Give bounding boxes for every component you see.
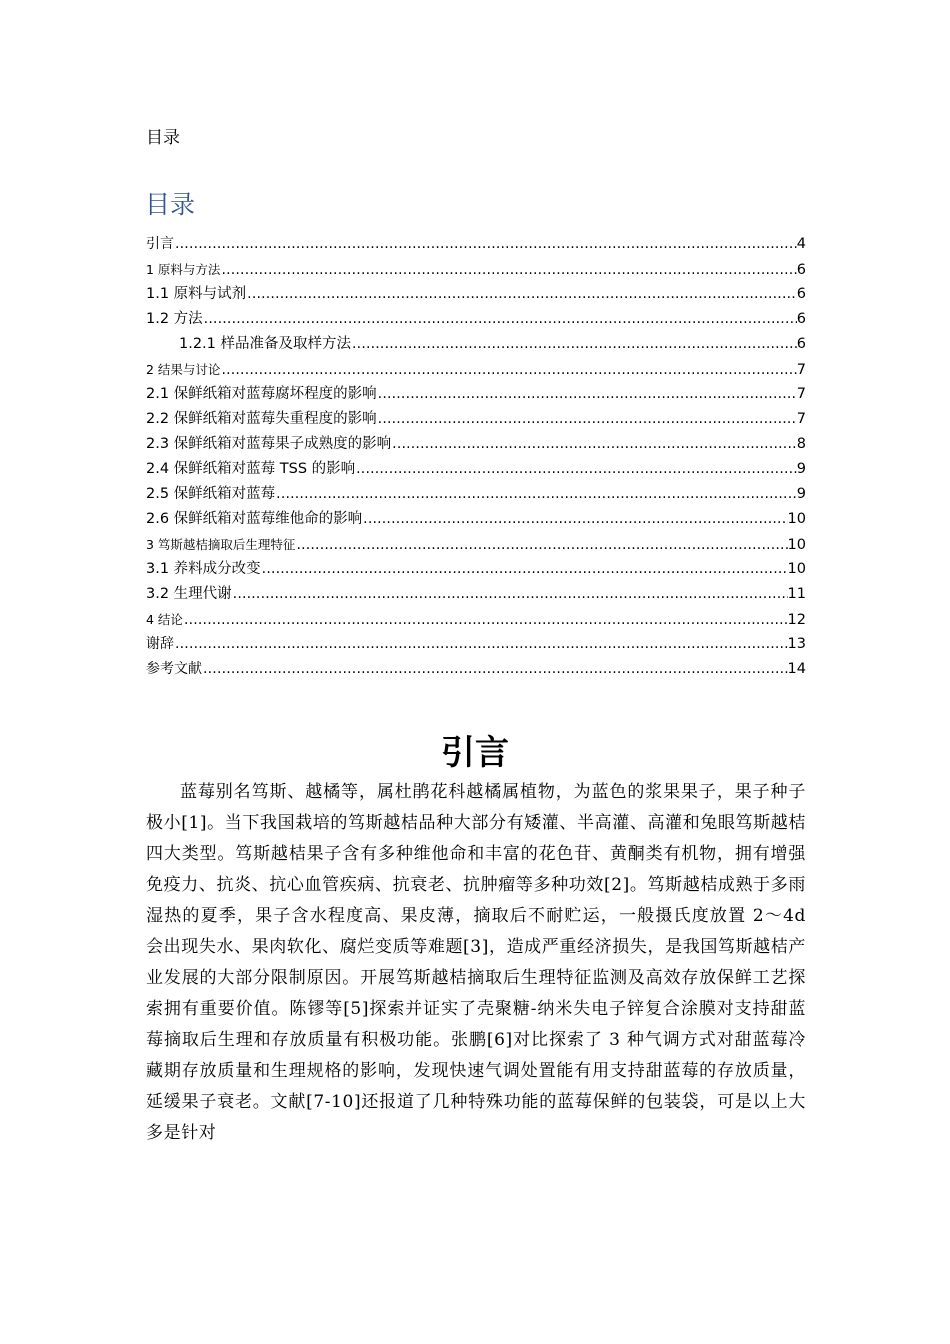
toc-entry-title: 1 原料与方法 [146, 262, 221, 277]
toc-dot-leader [202, 657, 788, 682]
toc-entry[interactable] [146, 557, 806, 582]
toc-entry-title: 2 结果与讨论 [146, 362, 221, 377]
toc-entry[interactable] [146, 507, 806, 532]
toc-dot-leader [220, 258, 796, 283]
toc-entry[interactable] [146, 582, 806, 607]
toc-dot-leader [232, 582, 788, 607]
toc-entry-title: 谢辞 [146, 636, 174, 652]
toc-entry-page: 13 [787, 636, 806, 652]
toc-entry-title: 2.6 保鲜纸箱对蓝莓维他命的影响 [146, 511, 363, 527]
toc-heading: 目录 [145, 190, 196, 219]
toc-entry-page: 6 [796, 286, 806, 302]
toc-dot-leader [220, 358, 796, 383]
toc-entry-title: 2.4 保鲜纸箱对蓝莓 TSS 的影响 [146, 461, 356, 477]
toc-entry-title: 2.3 保鲜纸箱对蓝莓果子成熟度的影响 [146, 436, 392, 452]
toc-dot-leader [377, 407, 797, 432]
toc-entry-title: 1.2 方法 [146, 311, 203, 327]
toc-entry[interactable] [146, 332, 806, 357]
toc-entry-page: 10 [787, 561, 806, 577]
toc-entry-page: 8 [796, 436, 806, 452]
toc-entry[interactable] [146, 407, 806, 432]
toc-dot-leader [391, 432, 797, 457]
toc-entry[interactable] [146, 432, 806, 457]
toc-entry[interactable] [146, 532, 806, 557]
toc-entry-page: 6 [796, 311, 806, 327]
toc-dot-leader [174, 232, 797, 257]
toc-entry[interactable] [146, 357, 806, 382]
toc-dot-leader [295, 533, 787, 558]
toc-entry-title: 1.1 原料与试剂 [146, 286, 247, 302]
toc-entry-title: 2.2 保鲜纸箱对蓝莓失重程度的影响 [146, 411, 377, 427]
toc-entry-page: 9 [796, 461, 806, 477]
toc-entry-title: 2.1 保鲜纸箱对蓝莓腐坏程度的影响 [146, 386, 377, 402]
toc-entry-page: 6 [796, 262, 806, 278]
toc-entry[interactable] [146, 307, 806, 332]
toc-entry[interactable] [146, 657, 806, 682]
toc-entry-page: 6 [796, 336, 806, 352]
toc-dot-leader [377, 382, 797, 407]
toc-entry[interactable] [146, 482, 806, 507]
toc-entry-page: 14 [787, 661, 806, 677]
toc-entry[interactable] [146, 607, 806, 632]
toc-entry[interactable] [146, 257, 806, 282]
toc-entry[interactable] [146, 632, 806, 657]
toc-entry[interactable] [146, 282, 806, 307]
toc-entry[interactable] [146, 232, 806, 257]
toc-dot-leader [261, 557, 788, 582]
toc-dot-leader [203, 307, 797, 332]
toc-entry-page: 7 [796, 362, 806, 378]
toc-entry-title: 参考文献 [146, 661, 202, 677]
toc-entry[interactable] [146, 382, 806, 407]
toc-entry-title: 3 笃斯越桔摘取后生理特征 [146, 537, 296, 552]
toc-entry-page: 7 [796, 386, 806, 402]
toc-dot-leader [275, 482, 797, 507]
toc-entry-page: 10 [787, 511, 806, 527]
table-of-contents [146, 232, 806, 682]
toc-entry-page: 9 [796, 486, 806, 502]
toc-entry-title: 1.2.1 样品准备及取样方法 [179, 336, 352, 352]
toc-dot-leader [362, 507, 787, 532]
toc-dot-leader [246, 282, 797, 307]
toc-entry-page: 7 [796, 411, 806, 427]
body-paragraph: 蓝莓别名笃斯、越橘等，属杜鹃花科越橘属植物，为蓝色的浆果果子，果子种子极小[1]。当下我国栽培的笃斯越桔品种大部分有矮灌、半高灌、高灌和兔眼笃斯越桔四大类型。笃斯越桔果子含有多种维他命和丰富的花色苷、黄酮类有机物，拥有增强免疫力、抗炎、抗心血管疾病、抗衰老、抗肿瘤等多种功效[2]。笃斯越桔成熟于多雨湿热的夏季，果子含水程度高、果皮薄，摘取后不耐贮运，一般摄氏度放置 2～4d 会出现失水、果肉软化、腐烂变质等难题[3]，造成严重经济损失，是我国笃斯越桔产业发展的大部分限制原因。开展笃斯越桔摘取后生理特征监测及高效存放保鲜工艺探索拥有重要价值。陈镠等[5]探索并证实了壳聚糖-纳米失电子锌复合涂膜对支持甜蓝莓摘取后生理和存放质量有积极功能。张鹏[6]对比探索了 3 种气调方式对甜蓝莓冷藏期存放质量和生理规格的影响，发现快速气调处置能有用支持甜蓝莓的存放质量，延缓果子衰老。文献[7-10]还报道了几种特殊功能的蓝莓保鲜的包装袋，可是以上大多是针对 [146, 782, 806, 1143]
toc-dot-leader [183, 608, 788, 633]
toc-dot-leader [174, 632, 788, 657]
toc-entry-page: 11 [787, 586, 806, 602]
toc-dot-leader [355, 457, 797, 482]
toc-entry-title: 4 结论 [146, 612, 183, 627]
toc-dot-leader [351, 332, 797, 357]
section-title: 引言 [441, 733, 509, 773]
toc-entry-page: 4 [796, 236, 806, 252]
toc-entry[interactable] [146, 457, 806, 482]
toc-entry-page: 10 [787, 537, 806, 553]
toc-entry-page: 12 [787, 612, 806, 628]
header-label: 目录 [146, 128, 180, 148]
toc-entry-title: 3.1 养料成分改变 [146, 561, 261, 577]
toc-entry-title: 2.5 保鲜纸箱对蓝莓 [146, 486, 276, 502]
toc-entry-title: 3.2 生理代谢 [146, 586, 232, 602]
toc-entry-title: 引言 [146, 236, 174, 252]
